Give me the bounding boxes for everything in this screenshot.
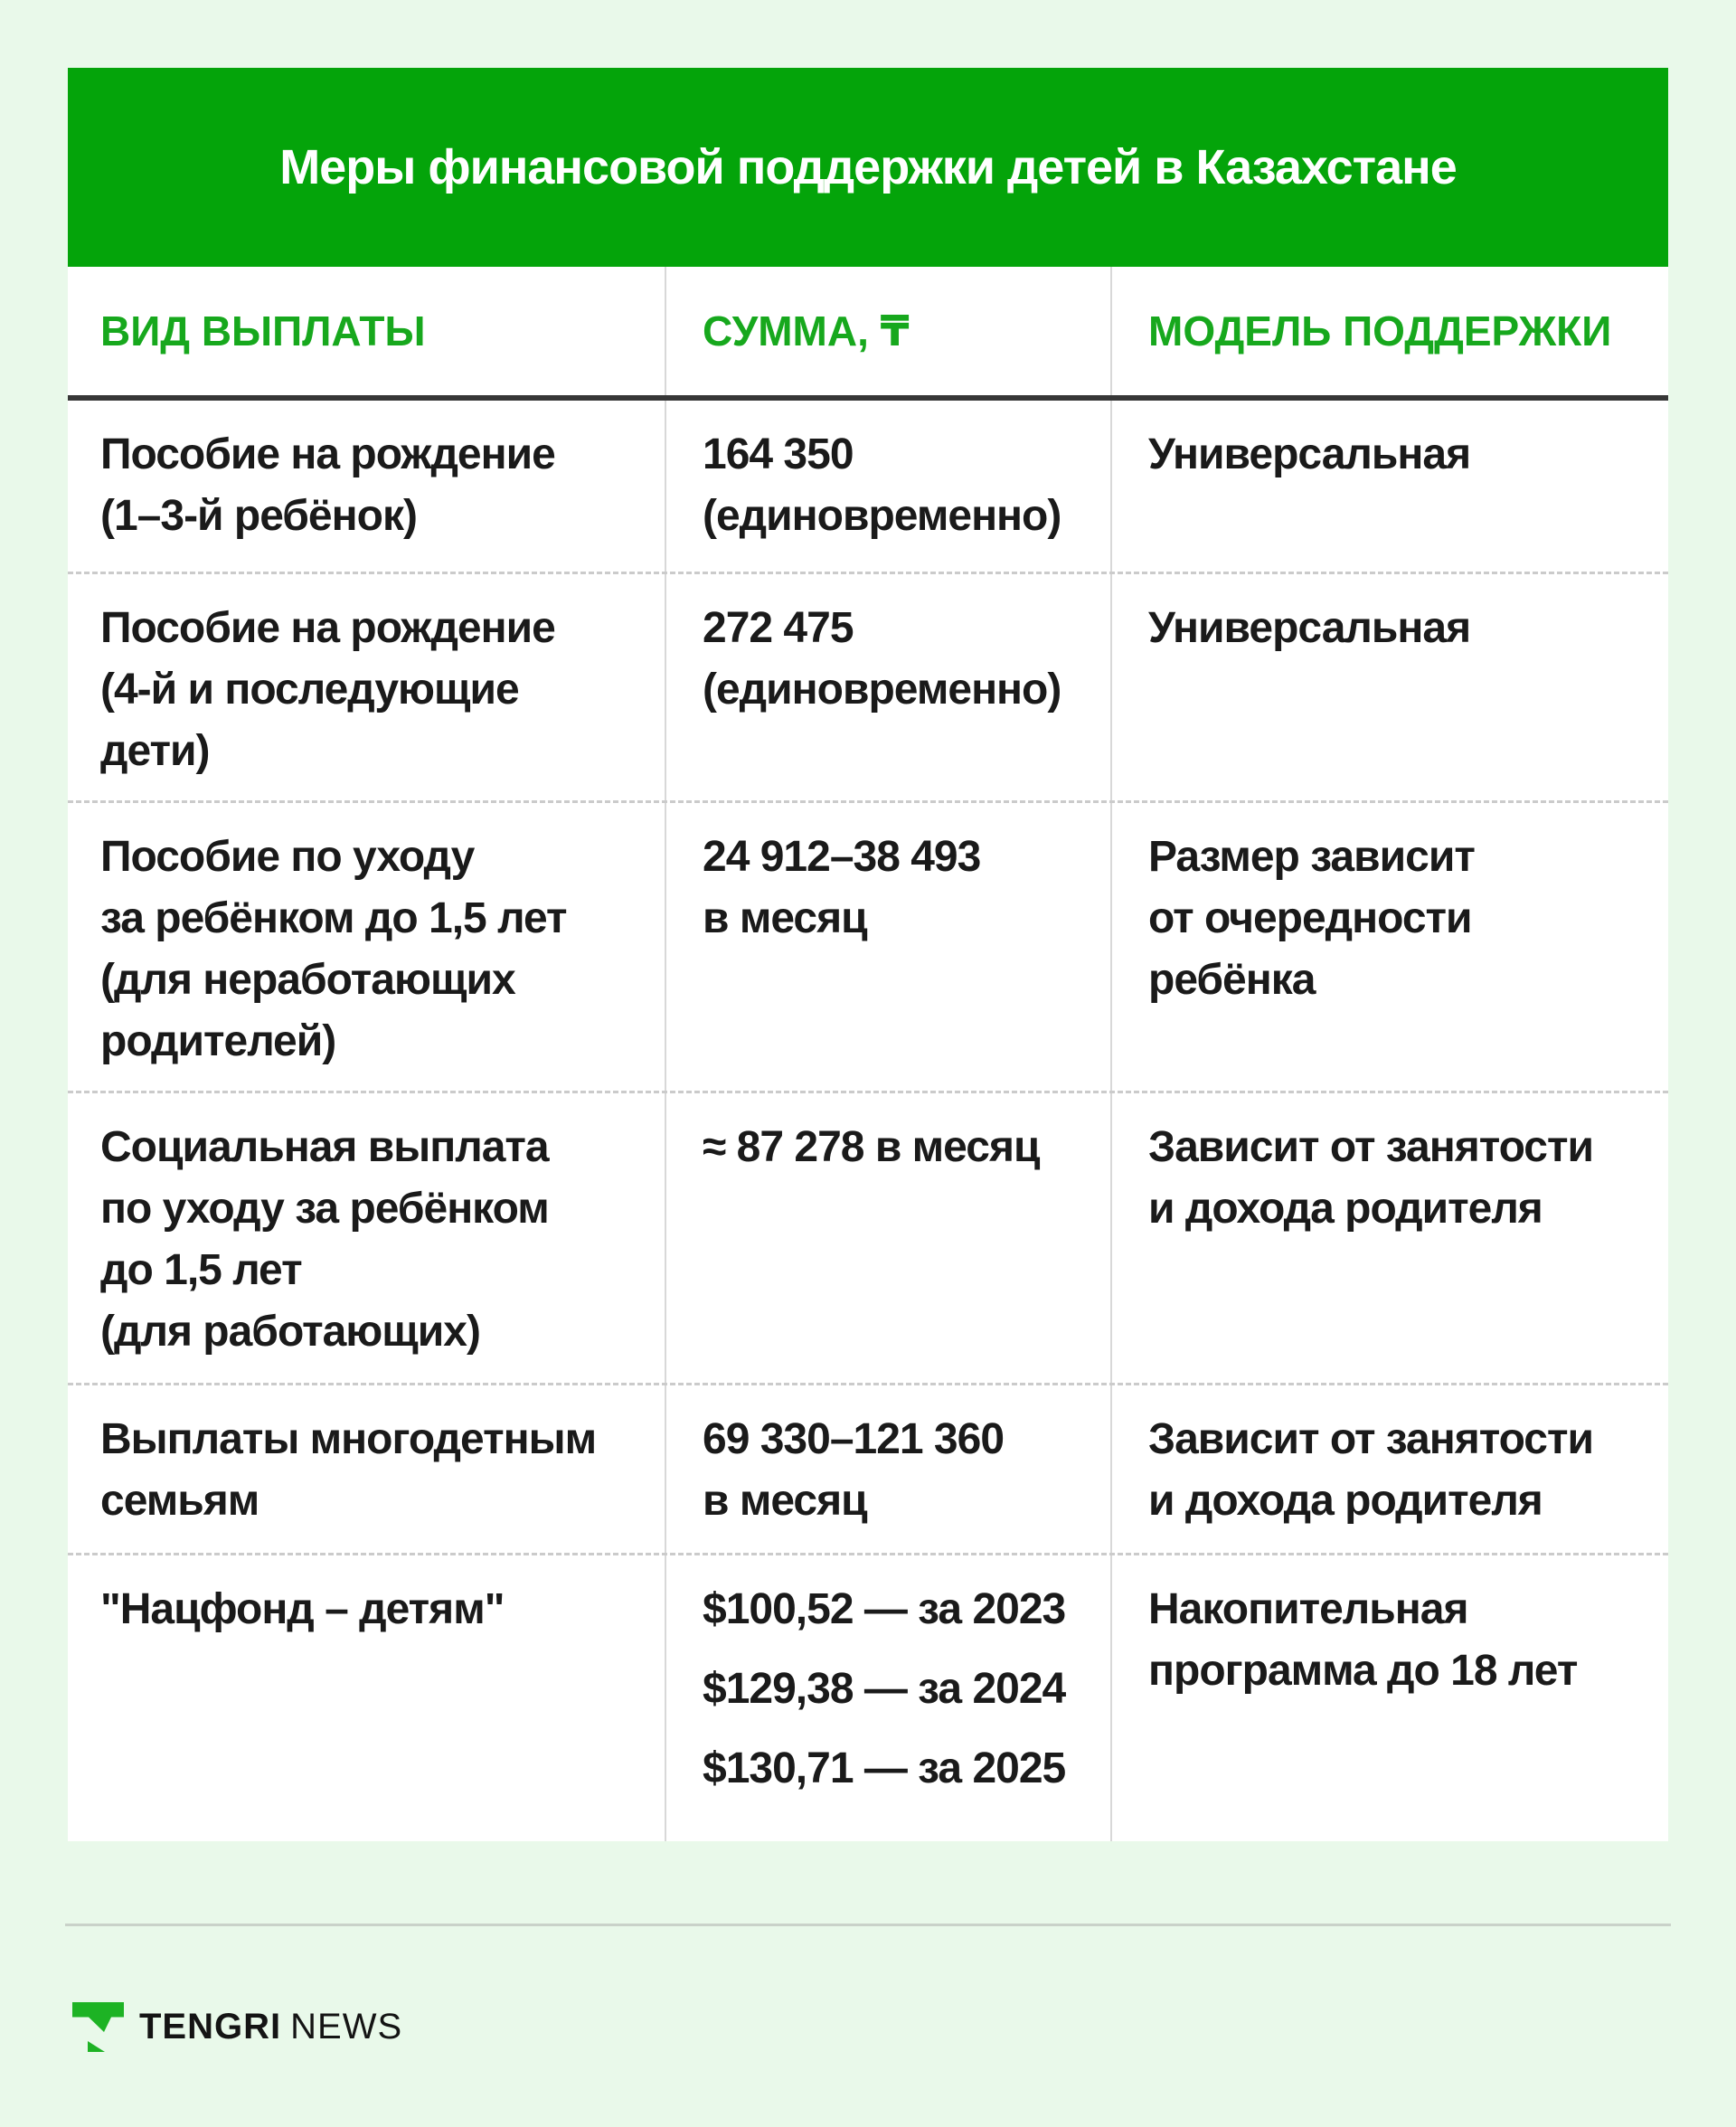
column-header-label: МОДЕЛЬ ПОДДЕРЖКИ (1148, 307, 1612, 354)
cell-line: $129,38 — за 2024 (703, 1665, 1066, 1713)
cell-line: семьям (100, 1477, 259, 1525)
cell-line: (для работающих) (100, 1308, 480, 1356)
brand-news: NEWS (290, 2007, 403, 2047)
column-header-label: СУММА, ₸ (703, 307, 910, 354)
cell-line: (единовременно) (703, 666, 1061, 714)
table-row (68, 1091, 1668, 1383)
table-row (68, 401, 1668, 572)
cell-line: Пособие по уходу (100, 833, 475, 881)
cell-line: Размер зависит (1148, 833, 1475, 881)
support-table (68, 267, 1668, 1841)
cell-model (1110, 574, 1668, 800)
cell-payment-type (68, 401, 665, 572)
table-row (68, 572, 1668, 800)
cell-line: 164 350 (703, 430, 854, 478)
cell-amount (665, 1093, 1110, 1383)
column-header-amount (665, 267, 1110, 395)
cell-line: Пособие на рождение (100, 430, 555, 478)
cell-line: Выплаты многодетным (100, 1415, 597, 1463)
cell-line: и дохода родителя (1148, 1477, 1543, 1525)
cell-model (1110, 1385, 1668, 1553)
cell-payment-type (68, 1385, 665, 1553)
column-header-label: ВИД ВЫПЛАТЫ (100, 307, 426, 354)
cell-payment-type (68, 574, 665, 800)
cell-line: ≈ 87 278 в месяц (703, 1123, 1040, 1171)
cell-line: по уходу за ребёнком (100, 1185, 549, 1233)
page-title: Меры финансовой поддержки детей в Казахстане (279, 140, 1457, 194)
footer-divider (65, 1924, 1671, 1926)
cell-model (1110, 1555, 1668, 1841)
cell-line: 272 475 (703, 604, 854, 652)
footer-brand (72, 2002, 402, 2052)
cell-line: Социальная выплата (100, 1123, 549, 1171)
cell-line: от очередности (1148, 894, 1472, 942)
cell-line: Пособие на рождение (100, 604, 555, 652)
cell-model (1110, 803, 1668, 1091)
cell-line: в месяц (703, 894, 867, 942)
cell-line: $130,71 — за 2025 (703, 1744, 1066, 1792)
cell-line: $100,52 — за 2023 (703, 1585, 1066, 1633)
cell-line: за ребёнком до 1,5 лет (100, 894, 567, 942)
cell-amount (665, 803, 1110, 1091)
cell-line: (4-й и последующие (100, 666, 519, 714)
cell-model (1110, 1093, 1668, 1383)
cell-line: до 1,5 лет (100, 1246, 302, 1294)
cell-model (1110, 401, 1668, 572)
column-header-model (1110, 267, 1668, 395)
table-body (68, 401, 1668, 1841)
cell-line: родителей) (100, 1017, 336, 1065)
cell-line: дети) (100, 727, 210, 775)
cell-payment-type (68, 1093, 665, 1383)
cell-line: в месяц (703, 1477, 867, 1525)
tengrinews-logo-icon (72, 2002, 125, 2052)
cell-line: 24 912–38 493 (703, 833, 981, 881)
table-row (68, 800, 1668, 1091)
cell-line: 69 330–121 360 (703, 1415, 1005, 1463)
brand-tengri: TENGRI (139, 2007, 282, 2047)
cell-line: Зависит от занятости (1148, 1415, 1593, 1463)
cell-line: Зависит от занятости (1148, 1123, 1593, 1171)
table-row (68, 1383, 1668, 1553)
table-row (68, 1553, 1668, 1841)
cell-line: Универсальная (1148, 604, 1471, 652)
title-banner (68, 68, 1668, 267)
cell-line: программа до 18 лет (1148, 1647, 1578, 1695)
cell-line: Универсальная (1148, 430, 1471, 478)
column-header-payment-type (68, 267, 665, 395)
cell-line: "Нацфонд – детям" (100, 1585, 505, 1633)
cell-amount (665, 574, 1110, 800)
cell-line: (единовременно) (703, 492, 1061, 540)
cell-payment-type (68, 1555, 665, 1841)
cell-line: и дохода родителя (1148, 1185, 1543, 1233)
cell-amount (665, 1555, 1110, 1841)
cell-line: ребёнка (1148, 956, 1316, 1004)
cell-payment-type (68, 803, 665, 1091)
cell-amount (665, 401, 1110, 572)
cell-line: Накопительная (1148, 1585, 1468, 1633)
cell-line: (для неработающих (100, 956, 515, 1004)
brand-wordmark (139, 2007, 402, 2047)
table-header-row (68, 267, 1668, 401)
cell-amount (665, 1385, 1110, 1553)
infographic-card (68, 68, 1668, 1841)
cell-line: (1–3-й ребёнок) (100, 492, 417, 540)
